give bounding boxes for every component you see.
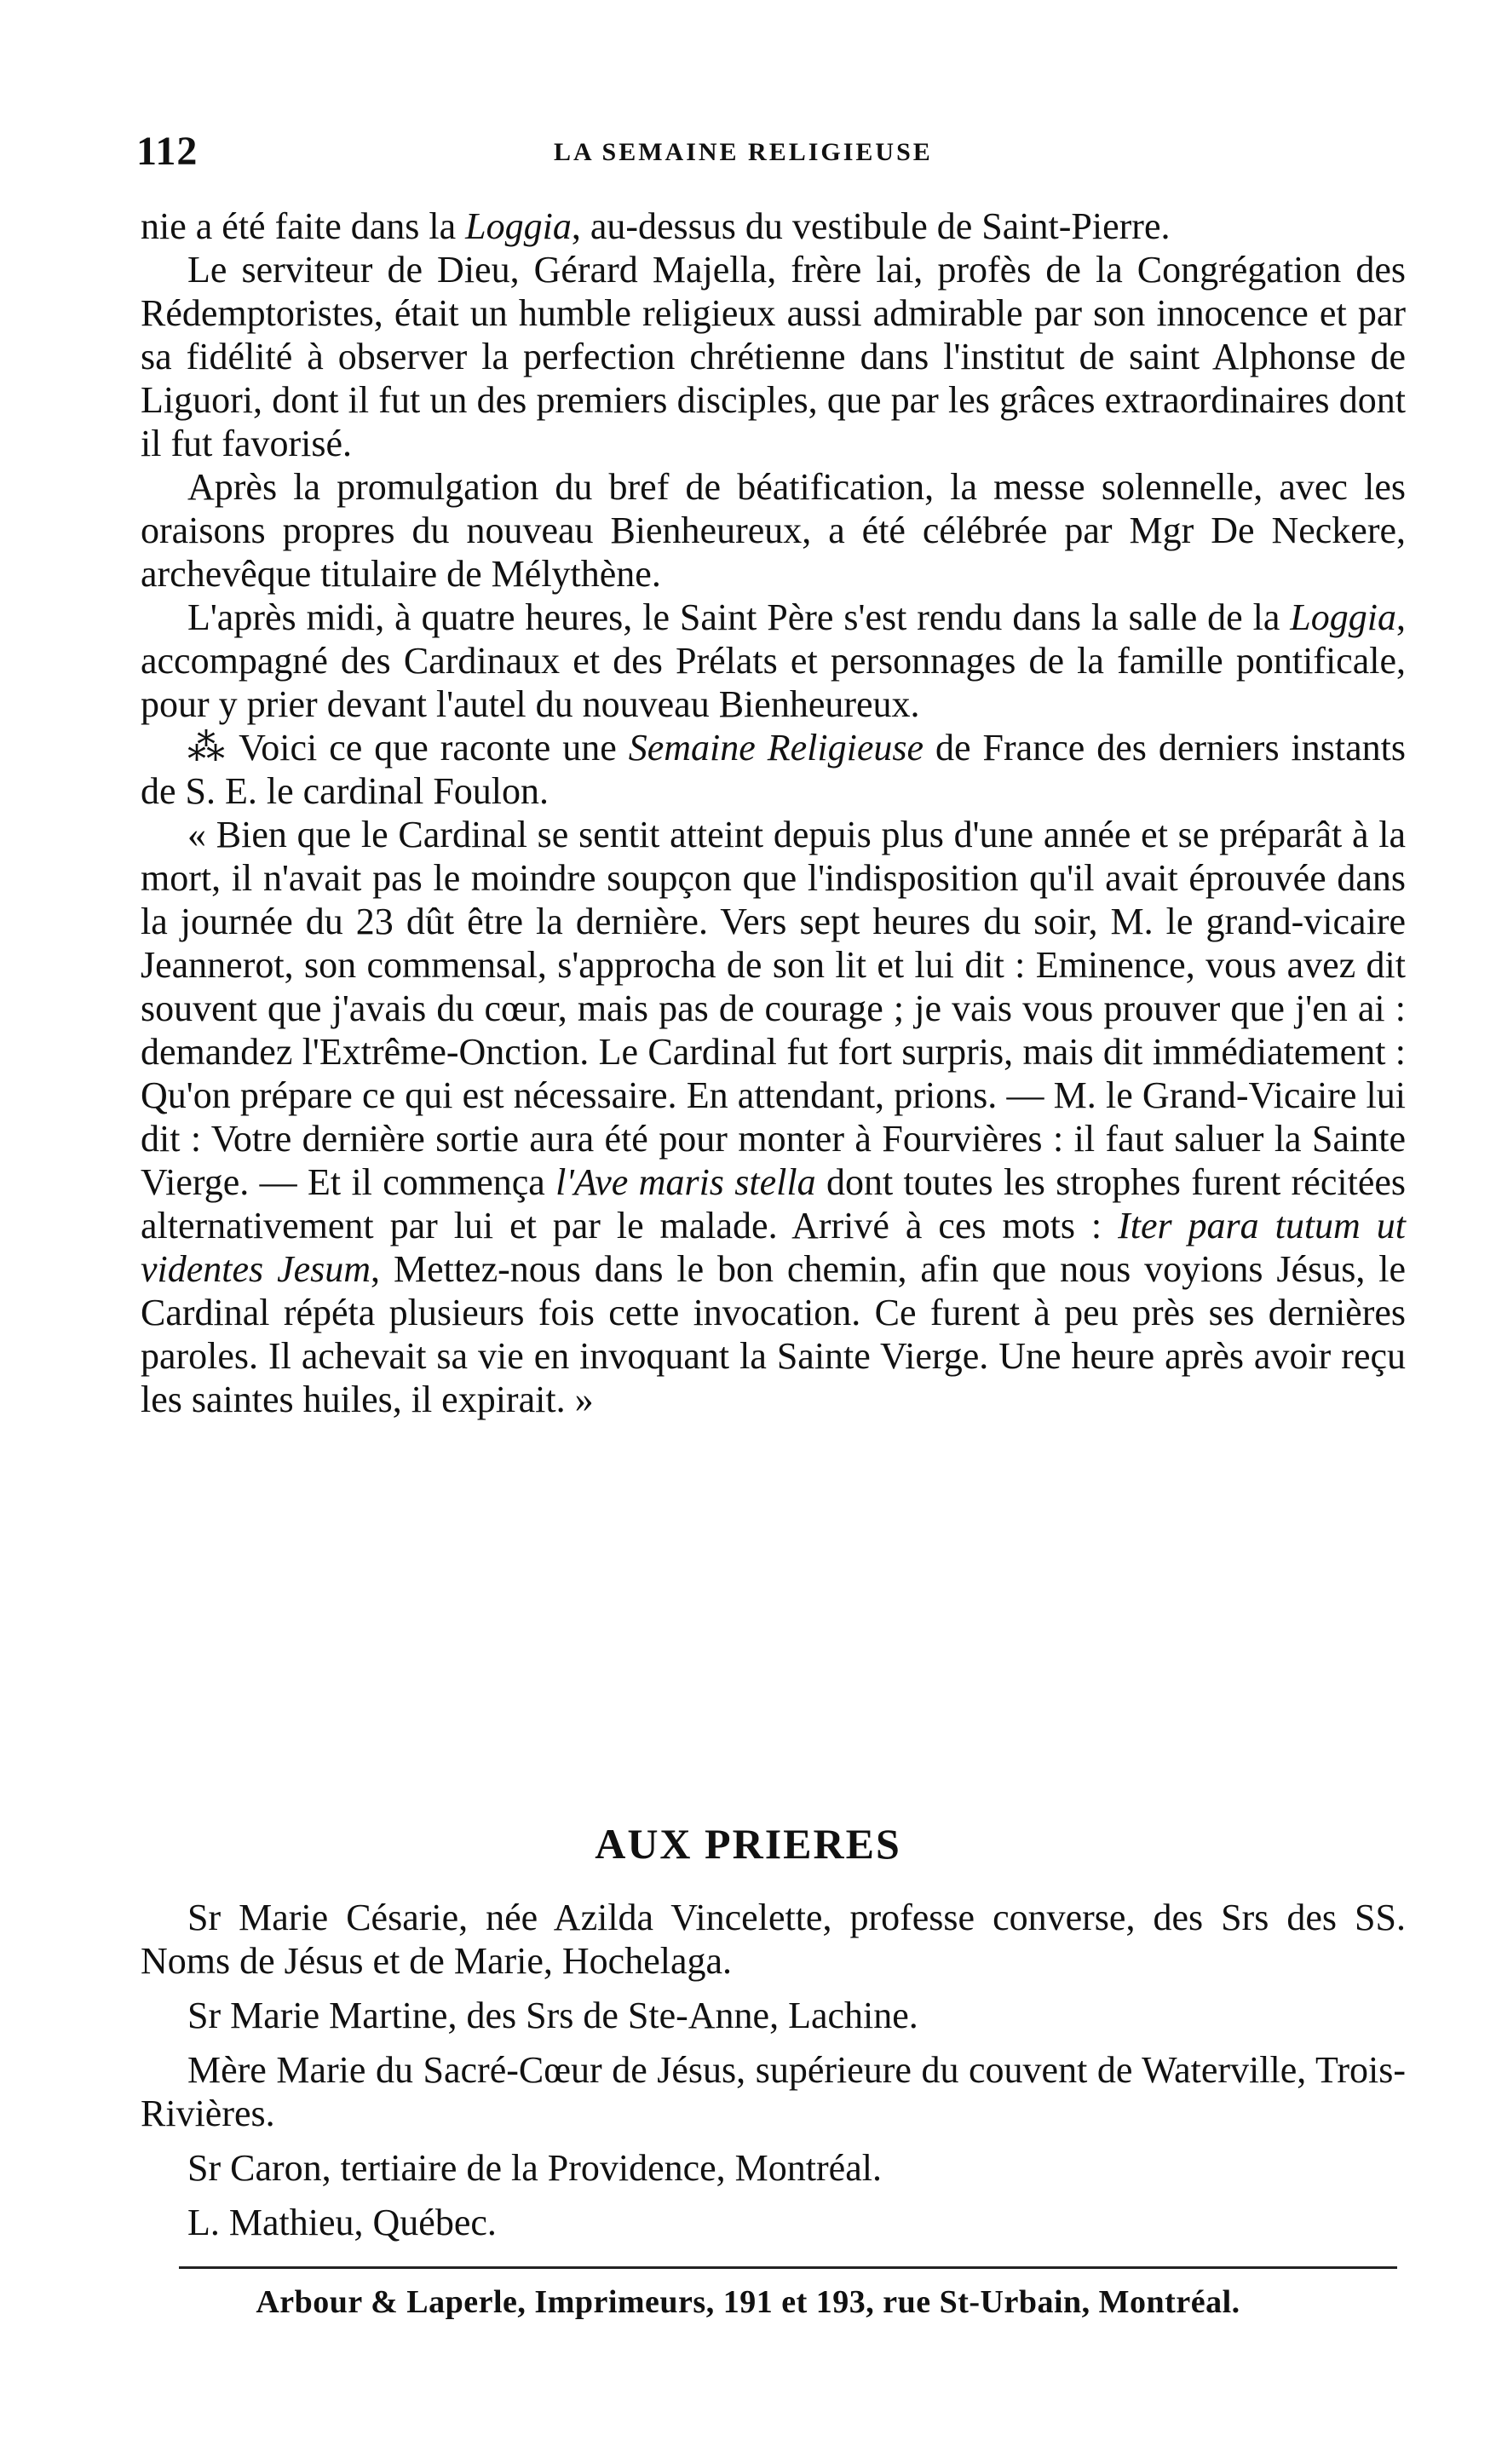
paragraph-foulon-intro: ⁂ Voici ce que raconte une Semaine Religieuse de France des derniers instants de S. E. le cardinal Foulon. <box>141 727 1406 812</box>
paragraph-mass: Après la promulgation du bref de béatification, la messe solennelle, avec les oraisons propres du nouveau Bienheureux, a été célébrée par Mgr De Neckere, archevêque titulaire de Mélythène. <box>141 466 1406 595</box>
prayer-item: L. Mathieu, Québec. <box>187 2202 497 2243</box>
prayer-item: Sr Marie Césarie, née Azilda Vincelette, professe converse, des Srs des SS. Noms de Jésus et de Marie, Hochelaga. <box>141 1897 1406 1982</box>
page-header <box>136 128 1414 179</box>
page-number: 112 <box>136 129 199 174</box>
paragraph-majella: Le serviteur de Dieu, Gérard Majella, frère lai, profès de la Congrégation des Rédemptoristes, était un humble religieux aussi admirable par son innocence et par sa fidélité à observer la perfection chrétienne dans l'institut de saint Alphonse de Liguori, dont il fut un des premiers disciples, que par les grâces extraordinaires dont il fut favorisé. <box>141 249 1406 464</box>
prayer-item: Sr Marie Martine, des Srs de Ste-Anne, Lachine. <box>187 1995 918 2036</box>
prayer-item: Mère Marie du Sacré-Cœur de Jésus, supérieure du couvent de Waterville, Trois-Rivières. <box>141 2049 1406 2134</box>
footer-divider <box>179 2266 1397 2269</box>
paragraph-continuation: nie a été faite dans la Loggia, au-dessus du vestibule de Saint-Pierre. <box>141 205 1171 247</box>
prayer-list <box>141 1896 1406 2255</box>
running-title: LA SEMAINE RELIGIEUSE <box>554 138 933 166</box>
printer-imprint: Arbour & Laperle, Imprimeurs, 191 et 193, rue St-Urbain, Montréal. <box>256 2284 1240 2320</box>
paragraph-foulon-quote: « Bien que le Cardinal se sentit atteint depuis plus d'une année et se préparât à la mort, il n'avait pas le moindre soupçon que l'indisposition qu'il avait éprouvée dans la journée du 23 dût être la dernière. Vers sept heures du soir, M. le grand-vicaire Jeannerot, son commensal, s'approcha de son lit et lui dit : Eminence, vous avez dit souvent que j'avais du cœur, mais pas de courage ; je vais vous prouver que j'en ai : demandez l'Extrême-Onction. Le Cardinal fut fort surpris, mais dit immédiatement : Qu'on prépare ce qui est nécessaire. En attendant, prions. — M. le Grand-Vicaire lui dit : Votre dernière sortie aura été pour monter à Fourvières : il faut saluer la Sainte Vierge. — Et il commença l'Ave maris stella dont toutes les strophes furent récitées alternativement par lui et par le malade. Arrivé à ces mots : Iter para tutum ut videntes Jesum, Mettez-nous dans le bon chemin, afin que nous voyions Jésus, le Cardinal répéta plusieurs fois cette invocation. Ce furent à peu près ses dernières paroles. Il achevait sa vie en invoquant la Sainte Vierge. Une heure après avoir reçu les saintes huiles, il expirait. » <box>141 814 1406 1420</box>
section-heading: AUX PRIERES <box>595 1820 901 1868</box>
paragraph-afternoon: L'après midi, à quatre heures, le Saint Père s'est rendu dans la salle de la Loggia, accompagné des Cardinaux et des Prélats et personnages de la famille pontificale, pour y prier devant l'autel du nouveau Bienheureux. <box>141 596 1406 725</box>
article-body <box>141 204 1406 1421</box>
prayer-item: Sr Caron, tertiaire de la Providence, Montréal. <box>187 2147 882 2189</box>
